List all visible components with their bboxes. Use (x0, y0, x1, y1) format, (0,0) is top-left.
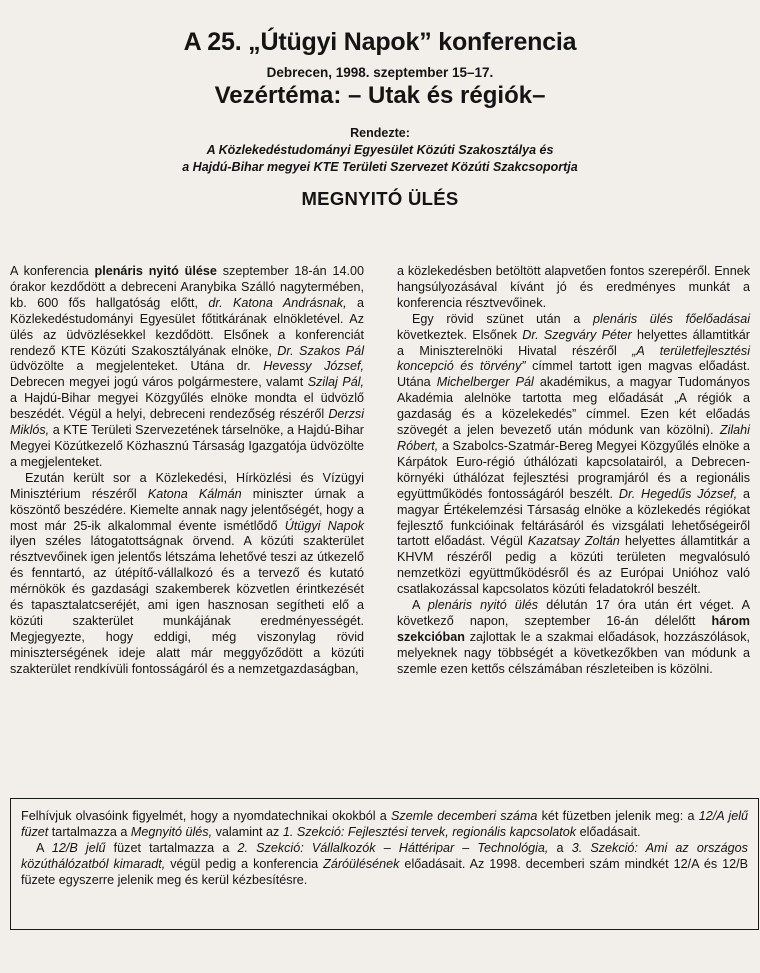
left-paragraph-1 (10, 264, 364, 471)
text-run: a magyar Értékelemzési Társaság elnöke a közlekedés régiókat fejlesztő funkcióinak feltárásáról és vizsgálati lehetőségeiről tartott előadást. Végül (397, 486, 750, 549)
organizer-line-1: A Közlekedéstudományi Egyesület Közúti Szakosztálya és (206, 143, 554, 157)
text-run: A konferencia (10, 264, 95, 278)
section-title: MEGNYITÓ ÜLÉS (301, 188, 459, 209)
person-name: dr. Katona Andrásnak, (208, 295, 347, 310)
notice-box (10, 798, 759, 930)
text-run-italic: plenáris ülés főelőadásai (593, 311, 750, 326)
person-name: Dr. Hegedűs József, (618, 486, 738, 501)
text-run: ilyen széles látogatottságnak örvend. A közúti szakterület résztvevőinek igen jelentős létszáma lehetővé teszi az útkezelő és fenntartó, az útépítő-vállalkozó és a tervező és kutató mérnökök és gazdasági szakemberek közvetlen érintkezését és tapasztalatcseréjét, ami igen hasznosan segítheti elő a közúti szakterület munkájának eredményességét. Megjegyezte, hogy eddigi, még viszonylag rövid miniszterségének ideje alatt már meggyőződött a közúti szakterület rendkívüli fontosságáról és a nemzetgazdaságban, (10, 534, 364, 676)
text-run-italic: Záróülésének (323, 856, 400, 871)
person-name: Kazatsay Zoltán (527, 534, 620, 549)
conference-theme: Vezértéma: – Utak és régiók– (214, 82, 546, 109)
right-paragraph-3 (397, 598, 750, 678)
right-column (397, 264, 750, 678)
text-run-italic: 12/A jelű füzet (21, 809, 748, 839)
text-run: a Hajdú-Bihar megyei Közgyűlés elnöke mondta el üdvözlő beszédét. Végül a helyi, debreceni rendezőség részéről (10, 391, 364, 422)
person-name: Dr. Szakos Pál (277, 343, 364, 358)
text-run: Ezután került sor a Közlekedési, Hírközlési és Vízügyi Minisztérium részéről (10, 470, 364, 501)
text-run-italic: 12/B jelű (51, 840, 106, 855)
text-run: Egy rövid szünet után a (412, 311, 594, 326)
text-run: a Szabolcs-Szatmár-Bereg Megyei Közgyűlés elnöke a Kárpátok Euro-régió úthálózati kapcsolatairól, a Debrecen-környéki úthálózat fejlesztési programjáról és a regionális együttműködés fontosságáról beszélt. (397, 438, 750, 501)
text-run: üdvözölte a megjelenteket. Utána dr. (10, 359, 264, 374)
person-name: Szilaj Pál, (307, 375, 364, 390)
text-run: előadásait. (576, 824, 641, 839)
text-run: A (36, 840, 52, 855)
person-name: Dr. Szegváry Péter (522, 327, 632, 342)
text-run: szeptember 18-án 14.00 órakor kezdődött a debreceni Aranybika Szálló nagytermében, kb. 600 fős hallgatóság előtt, (10, 264, 364, 310)
text-run: a KTE Területi Szervezetének társelnöke, a Hajdú-Bihar Megyei Közútkezelő Közhasznú Társaság Igazgatója üdvözölte a megjelenteket. (10, 423, 364, 469)
person-name: Hevessy József, (263, 359, 364, 374)
text-run-bold: plenáris nyitó ülése (94, 264, 217, 278)
text-run-italic: 1. Szekció: Fejlesztési tervek, regionális kapcsolatok (282, 824, 577, 839)
text-run: A (412, 598, 428, 613)
text-run-italic: Megnyitó ülés, (130, 824, 213, 839)
person-name: Katona Kálmán (147, 486, 242, 501)
left-paragraph-2 (10, 471, 364, 678)
text-run: két füzetben jelenik meg: a (537, 809, 699, 823)
text-run: a (548, 840, 572, 855)
text-run: tartalmazza a (48, 824, 131, 839)
notice-paragraph-2 (21, 841, 748, 889)
text-run: címmel tartott igen magvas előadást. Utána (397, 359, 750, 390)
person-name: Zilahi Róbert, (397, 423, 750, 453)
organizer-label: Rendezte: (350, 126, 410, 140)
text-run: helyettes államtitkár a Miniszterelnöki Hivatal részéről (397, 327, 750, 358)
text-run: Debrecen megyei jogú város polgármestere, valamt (10, 375, 308, 390)
right-paragraph-2 (397, 312, 750, 598)
text-run-italic: 3. Szekció: Ami az országos közúthálózatból kimaradt, (21, 840, 748, 871)
organizer-line-2: a Hajdú-Bihar megyei KTE Területi Szervezet Közúti Szakcsoportja (182, 160, 578, 174)
text-run: zajlottak le a szakmai előadások, hozzászólások, melyeknek nagy többségét a következőkben van módunk a szemle ezen kettős célszámában részleteiben is közölni. (397, 629, 750, 676)
text-run: a Közlekedéstudományi Egyesület főtitkárának elnökletével. Az ülés az üdvözlésekkel kezdődött. Elsőnek a konferenciát rendező KTE Közúti Szakosztályának elnöke, (10, 295, 364, 358)
text-run: valamint az (212, 824, 283, 839)
person-name: Michelberger Pál (436, 375, 534, 390)
person-name: Derzsi Miklós, (10, 407, 364, 438)
left-column (10, 264, 364, 678)
text-run-bold: három szekcióban (397, 613, 750, 644)
text-run-italic: Szemle decemberi száma (391, 809, 538, 823)
text-run-italic: plenáris nyitó ülés (427, 598, 539, 613)
text-run: füzet tartalmazza a (105, 840, 238, 855)
text-run: végül pedig a konferencia (165, 856, 324, 871)
lecture-title: „A területfejlesztési koncepció és törvény” (397, 343, 750, 374)
event-name: Útügyi Napok (284, 518, 364, 533)
text-run-italic: 2. Szekció: Vállalkozók – Háttéripar – Technológia, (237, 840, 549, 855)
text-run: miniszter úrnak a köszöntő beszédére. Kiemelte annak nagy jelentőségét, hogy a most már 25-ik alkalommal évente ismétlődő (10, 486, 365, 533)
text-run: akadémikus, a magyar Tudományos Akadémia alelnöke tartotta meg előadását „A régiók a gazdaság és a közelekedés” címmel. Ezen két előadás szövegét a jelen bevezető után módunk van közölni). (397, 375, 750, 438)
text-run: helyettes államtitkár a KHVM részéről pedig a közúti területen megvalósuló nemzetközi együttműködésről és az Európai Unióhoz való csatlakozással kapcsolatos közúti feladatokról beszélt. (397, 534, 750, 597)
text-run: előadásait. Az 1998. decemberi szám mindkét 12/A és 12/B füzete egyszerre jelenik meg és kerül kézbesítésre. (21, 856, 749, 887)
text-run: Felhívjuk olvasóink figyelmét, hogy a nyomdatechnikai okokból a (21, 809, 391, 823)
notice-paragraph-1 (21, 809, 748, 841)
right-paragraph-1: a közlekedésben betöltött alapvetően fontos szerepéről. Ennek hangsúlyozásával kívánt jó és eredményes munkát a konferencia résztvevőinek. (397, 264, 750, 310)
text-run: következtek. Elsőnek (397, 327, 523, 342)
page-title: A 25. „Útügyi Napok” konferencia (183, 28, 577, 56)
conference-place-date: Debrecen, 1998. szeptember 15–17. (266, 65, 494, 80)
text-run: délután 17 óra után ért véget. A következő napon, szeptember 16-án délelőtt (397, 598, 750, 628)
